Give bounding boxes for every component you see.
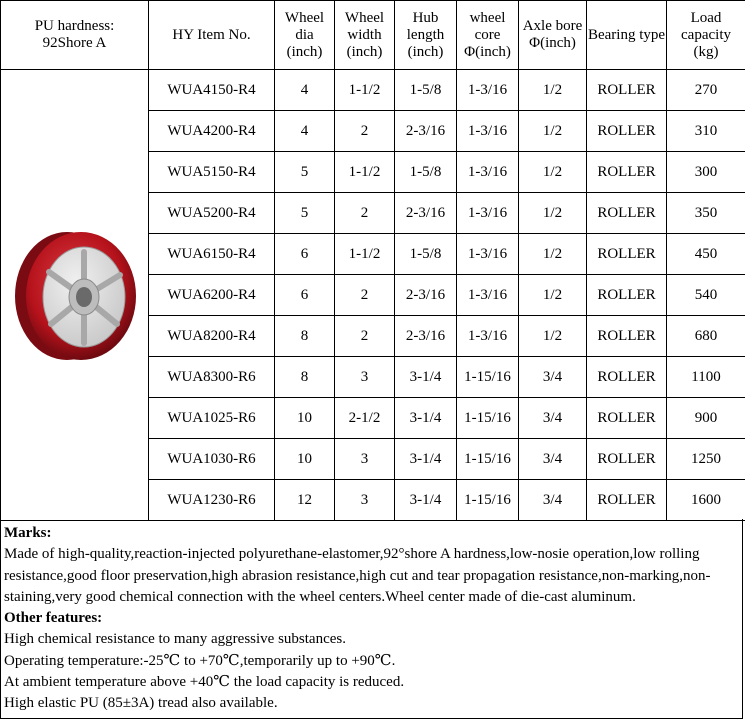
cell-load: 1100 (667, 357, 745, 398)
cell-item: WUA5150-R4 (149, 152, 275, 193)
column-header-text: Wheel (284, 9, 325, 26)
cell-bearing: ROLLER (587, 275, 667, 316)
column-header-axle (519, 1, 587, 70)
cell-item: WUA8300-R6 (149, 357, 275, 398)
product-image-cell (1, 70, 149, 521)
cell-width: 1-1/2 (335, 234, 395, 275)
cell-item: WUA1230-R6 (149, 480, 275, 521)
cell-dia: 5 (275, 152, 335, 193)
cell-load: 900 (667, 398, 745, 439)
column-header-dia (275, 1, 335, 70)
cell-item: WUA6150-R4 (149, 234, 275, 275)
column-header-width (335, 1, 395, 70)
cell-dia: 5 (275, 193, 335, 234)
cell-hub: 2-3/16 (395, 193, 457, 234)
cell-item: WUA5200-R4 (149, 193, 275, 234)
cell-bearing: ROLLER (587, 193, 667, 234)
feature-item: High chemical resistance to many aggressive substances. (4, 631, 346, 648)
cell-axle: 3/4 (519, 398, 587, 439)
cell-hub: 1-5/8 (395, 152, 457, 193)
cell-load: 310 (667, 111, 745, 152)
pu-hardness-label: PU hardness: (34, 18, 115, 34)
cell-dia: 12 (275, 480, 335, 521)
column-header-text: length (406, 26, 445, 43)
cell-width: 3 (335, 439, 395, 480)
cell-axle: 3/4 (519, 480, 587, 521)
cell-load: 270 (667, 70, 745, 111)
column-header-load (667, 1, 745, 70)
cell-core: 1-3/16 (457, 111, 519, 152)
column-header-hub (395, 1, 457, 70)
cell-bearing: ROLLER (587, 234, 667, 275)
cell-hub: 2-3/16 (395, 316, 457, 357)
cell-axle: 1/2 (519, 275, 587, 316)
cell-bearing: ROLLER (587, 111, 667, 152)
table-row (1, 70, 745, 111)
cell-axle: 1/2 (519, 193, 587, 234)
notes-section (0, 519, 743, 719)
cell-dia: 10 (275, 398, 335, 439)
cell-dia: 4 (275, 111, 335, 152)
cell-width: 3 (335, 480, 395, 521)
cell-core: 1-3/16 (457, 70, 519, 111)
column-header-text: Φ(inch) (529, 35, 576, 51)
cell-axle: 1/2 (519, 70, 587, 111)
cell-axle: 1/2 (519, 111, 587, 152)
cell-hub: 1-5/8 (395, 70, 457, 111)
other-features-title: Other features: (4, 610, 103, 627)
pu-hardness-cell (1, 1, 149, 70)
cell-dia: 8 (275, 357, 335, 398)
cell-bearing: ROLLER (587, 357, 667, 398)
feature-item: High elastic PU (85±3A) tread also available. (4, 695, 278, 712)
cell-core: 1-15/16 (457, 398, 519, 439)
cell-dia: 10 (275, 439, 335, 480)
cell-core: 1-3/16 (457, 152, 519, 193)
cell-core: 1-15/16 (457, 480, 519, 521)
cell-load: 680 (667, 316, 745, 357)
cell-load: 1600 (667, 480, 745, 521)
cell-dia: 8 (275, 316, 335, 357)
feature-item: At ambient temperature above +40℃ the load capacity is reduced. (4, 674, 405, 691)
cell-load: 540 (667, 275, 745, 316)
pu-wheel-icon (7, 220, 143, 370)
cell-core: 1-3/16 (457, 234, 519, 275)
column-header-text: Hub (412, 9, 439, 26)
column-header-core (457, 1, 519, 70)
cell-load: 300 (667, 152, 745, 193)
cell-width: 3 (335, 357, 395, 398)
cell-width: 1-1/2 (335, 152, 395, 193)
column-header-text: (inch) (407, 43, 444, 60)
feature-item: Operating temperature:-25℃ to +70℃,temporarily up to +90℃. (4, 652, 396, 669)
cell-load: 450 (667, 234, 745, 275)
cell-item: WUA6200-R4 (149, 275, 275, 316)
cell-dia: 6 (275, 275, 335, 316)
header-row (1, 1, 745, 70)
cell-hub: 1-5/8 (395, 234, 457, 275)
cell-core: 1-15/16 (457, 439, 519, 480)
cell-width: 1-1/2 (335, 70, 395, 111)
cell-item: WUA1030-R6 (149, 439, 275, 480)
marks-title: Marks: (4, 525, 52, 541)
cell-axle: 1/2 (519, 234, 587, 275)
column-header-text: dia (295, 26, 314, 43)
column-header-text: (kg) (693, 43, 719, 60)
cell-width: 2 (335, 111, 395, 152)
column-header-text: HY Item No. (172, 26, 251, 43)
column-header-text: capacity (681, 26, 731, 43)
cell-hub: 3-1/4 (395, 357, 457, 398)
cell-width: 2 (335, 316, 395, 357)
cell-item: WUA4150-R4 (149, 70, 275, 111)
pu-hardness-value: 92Shore A (42, 35, 107, 51)
cell-core: 1-3/16 (457, 275, 519, 316)
cell-load: 1250 (667, 439, 745, 480)
cell-bearing: ROLLER (587, 316, 667, 357)
cell-width: 2 (335, 275, 395, 316)
marks-text: Made of high-quality,reaction-injected polyurethane-elastomer,92°shore A hardness,low-nosie operation,low rolling resistance,good floor preservation,high abrasion resistance,high cut and tear propagation resistance,non-marking,non-staining,very good chemical connection with the wheel centers.Wheel center made of die-cast aluminum. (4, 546, 711, 605)
column-header-text: Axle bore (522, 18, 583, 34)
cell-bearing: ROLLER (587, 480, 667, 521)
cell-item: WUA4200-R4 (149, 111, 275, 152)
column-header-text: core (474, 26, 501, 43)
cell-bearing: ROLLER (587, 439, 667, 480)
cell-item: WUA1025-R6 (149, 398, 275, 439)
column-header-text: width (347, 26, 382, 43)
column-header-text: Φ(inch) (464, 43, 511, 60)
cell-item: WUA8200-R4 (149, 316, 275, 357)
cell-axle: 3/4 (519, 439, 587, 480)
cell-width: 2-1/2 (335, 398, 395, 439)
cell-bearing: ROLLER (587, 70, 667, 111)
column-header-text: Load (690, 9, 722, 26)
cell-core: 1-15/16 (457, 357, 519, 398)
cell-core: 1-3/16 (457, 193, 519, 234)
column-header-text: Bearing type (587, 26, 666, 43)
cell-width: 2 (335, 193, 395, 234)
cell-dia: 4 (275, 70, 335, 111)
column-header-bearing (587, 1, 667, 70)
cell-bearing: ROLLER (587, 152, 667, 193)
column-header-text: wheel (469, 9, 506, 26)
column-header-text: (inch) (346, 43, 383, 60)
cell-hub: 3-1/4 (395, 398, 457, 439)
cell-axle: 1/2 (519, 316, 587, 357)
cell-load: 350 (667, 193, 745, 234)
cell-hub: 3-1/4 (395, 480, 457, 521)
cell-hub: 2-3/16 (395, 275, 457, 316)
cell-bearing: ROLLER (587, 398, 667, 439)
cell-dia: 6 (275, 234, 335, 275)
column-header-text: Wheel (344, 9, 385, 26)
cell-core: 1-3/16 (457, 316, 519, 357)
cell-hub: 3-1/4 (395, 439, 457, 480)
column-header-item (149, 1, 275, 70)
cell-hub: 2-3/16 (395, 111, 457, 152)
cell-axle: 3/4 (519, 357, 587, 398)
column-header-text: (inch) (286, 43, 323, 60)
cell-axle: 1/2 (519, 152, 587, 193)
